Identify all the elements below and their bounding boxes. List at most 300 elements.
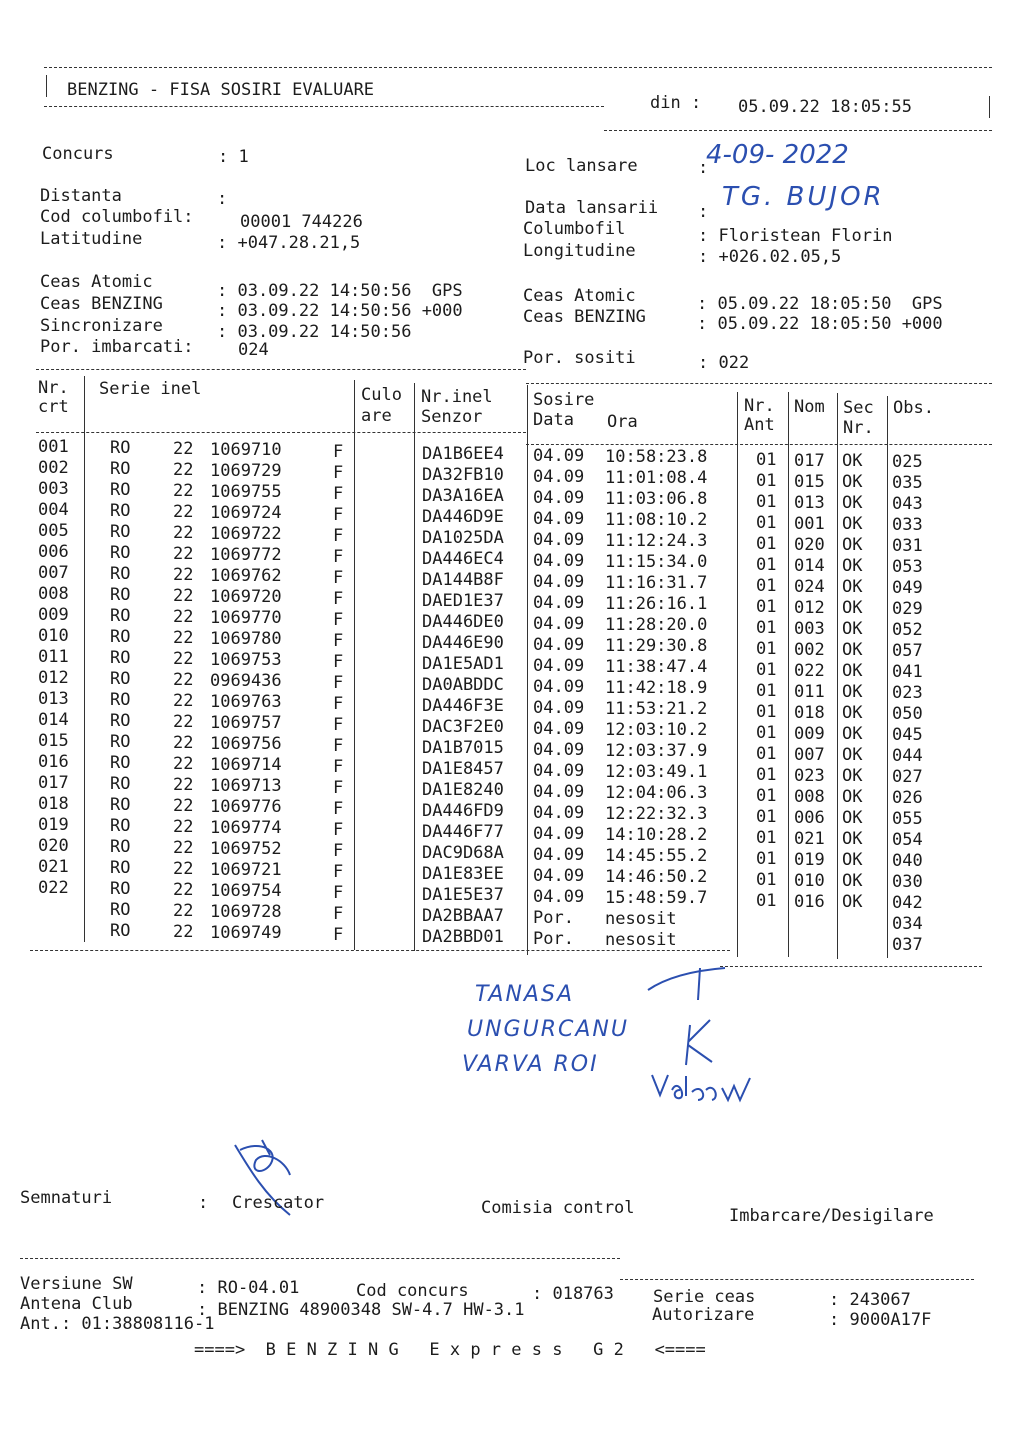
col-header-sec: Sec bbox=[843, 398, 874, 418]
cell-ant: 01 bbox=[756, 743, 777, 764]
cell-time: 11:16:31.7 bbox=[605, 573, 708, 594]
cell-sensor: DA0ABDDC bbox=[422, 674, 504, 695]
cell-obs: 040 bbox=[892, 851, 923, 872]
cell-date: 04.09 bbox=[533, 781, 585, 802]
ceas-atomic-end-label: Ceas Atomic bbox=[523, 286, 636, 306]
cell-obs: 030 bbox=[892, 872, 923, 893]
cell-country: RO bbox=[110, 837, 131, 858]
col-header-culo: Culo bbox=[361, 385, 402, 405]
cell-ant: 01 bbox=[756, 890, 777, 911]
cell-nr: 006 bbox=[38, 542, 69, 562]
cell-ant: 01 bbox=[756, 680, 777, 701]
cell-obs: 043 bbox=[892, 494, 923, 515]
latitudine-value: : +047.28.21,5 bbox=[217, 233, 361, 253]
cell-year: 22 bbox=[173, 817, 194, 838]
cell-obs: 029 bbox=[892, 599, 923, 620]
col-header-data: Data bbox=[533, 410, 574, 430]
ceas-atomic-end-value: : 05.09.22 18:05:50 GPS bbox=[697, 294, 943, 314]
cell-year: 22 bbox=[173, 670, 194, 691]
cell-sensor: DA1B6EE4 bbox=[422, 443, 504, 464]
cell-ant: 01 bbox=[756, 722, 777, 743]
cell-sensor: DA1025DA bbox=[422, 527, 504, 548]
cell-sex: F bbox=[333, 883, 344, 904]
cell-time: 11:38:47.4 bbox=[605, 657, 708, 678]
sositi-label: Por. sositi bbox=[523, 348, 636, 368]
cell-sensor: DA446DE0 bbox=[422, 611, 504, 632]
cell-ring: 1069720 bbox=[210, 587, 282, 608]
comisia-label: Comisia control bbox=[481, 1198, 635, 1218]
cell-ring: 1069762 bbox=[210, 566, 282, 587]
cell-date: 04.09 bbox=[533, 655, 585, 676]
cell-nr: 019 bbox=[38, 815, 69, 835]
cell-country: RO bbox=[110, 648, 131, 669]
cell-obs: 054 bbox=[892, 830, 923, 851]
cell-country: RO bbox=[110, 921, 131, 942]
cell-ring: 1069780 bbox=[210, 629, 282, 650]
cell-time: 11:08:10.2 bbox=[605, 510, 708, 531]
cell-date: 04.09 bbox=[533, 844, 585, 865]
cell-obs: 055 bbox=[892, 809, 923, 830]
cell-sec: OK bbox=[842, 850, 863, 871]
cell-sec: OK bbox=[842, 661, 863, 682]
latitudine-label: Latitudine bbox=[40, 229, 143, 249]
cell-sensor: DA2BBAA7 bbox=[422, 905, 504, 926]
serie-ceas-label: Serie ceas bbox=[653, 1287, 756, 1307]
cell-sensor: DA144B8F bbox=[422, 569, 504, 590]
cell-sensor: DAED1E37 bbox=[422, 590, 504, 611]
cell-sensor: DA446D9E bbox=[422, 506, 504, 527]
cell-time: 12:22:32.3 bbox=[605, 804, 708, 825]
cell-year: 22 bbox=[173, 859, 194, 880]
cell-date: 04.09 bbox=[533, 739, 585, 760]
col-header-nr-ant: Nr. bbox=[744, 396, 775, 416]
cell-ring: 1069729 bbox=[210, 461, 282, 482]
cell-obs: 057 bbox=[892, 641, 923, 662]
cell-country: RO bbox=[110, 480, 131, 501]
col-header-sosire: Sosire bbox=[533, 390, 595, 410]
cell-nom: 022 bbox=[794, 660, 825, 681]
cell-nr: 012 bbox=[38, 668, 69, 688]
cell-ring: 1069763 bbox=[210, 692, 282, 713]
cell-country: RO bbox=[110, 627, 131, 648]
cell-sex: F bbox=[333, 568, 344, 589]
cell-year: 22 bbox=[173, 733, 194, 754]
cell-time: 14:46:50.2 bbox=[605, 867, 708, 888]
cell-ant: 01 bbox=[756, 554, 777, 575]
longitudine-label: Longitudine bbox=[523, 241, 636, 261]
cell-sensor: DA446EC4 bbox=[422, 548, 504, 569]
handwritten-name-1: TANASA bbox=[475, 982, 574, 1007]
cell-ant: 01 bbox=[756, 596, 777, 617]
cell-time: 12:03:10.2 bbox=[605, 720, 708, 741]
cell-date: 04.09 bbox=[533, 550, 585, 571]
cell-year: 22 bbox=[173, 439, 194, 460]
cell-sex: F bbox=[333, 778, 344, 799]
cell-nr: 013 bbox=[38, 689, 69, 709]
cell-obs: 035 bbox=[892, 473, 923, 494]
cell-sex: F bbox=[333, 715, 344, 736]
cell-year: 22 bbox=[173, 523, 194, 544]
cell-nom: 003 bbox=[794, 618, 825, 639]
cell-ring: 1069770 bbox=[210, 608, 282, 629]
cell-sex: F bbox=[333, 841, 344, 862]
cell-time: 11:29:30.8 bbox=[605, 636, 708, 657]
handwritten-release-date: 4-09- 2022 bbox=[706, 140, 849, 170]
cell-sensor: DA1E83EE bbox=[422, 863, 504, 884]
col-header-serie: Serie inel bbox=[99, 379, 202, 399]
serie-ceas-value: : 243067 bbox=[829, 1290, 911, 1310]
cell-nr: 017 bbox=[38, 773, 69, 793]
cell-nr: 015 bbox=[38, 731, 69, 751]
cell-ring: 1069776 bbox=[210, 797, 282, 818]
cell-country: RO bbox=[110, 669, 131, 690]
cell-time: 10:58:23.8 bbox=[605, 447, 708, 468]
cell-nr: 016 bbox=[38, 752, 69, 772]
cell-ant: 01 bbox=[756, 848, 777, 869]
ceas-benzing-end-label: Ceas BENZING bbox=[523, 307, 646, 327]
cell-nom: 016 bbox=[794, 891, 825, 912]
cell-obs: 049 bbox=[892, 578, 923, 599]
loc-lansare-label: Loc lansare bbox=[525, 156, 638, 176]
cell-sensor: DA1E8457 bbox=[422, 758, 504, 779]
cell-obs: 044 bbox=[892, 746, 923, 767]
cell-country: RO bbox=[110, 711, 131, 732]
cell-sec: OK bbox=[842, 724, 863, 745]
cell-year: 22 bbox=[173, 922, 194, 943]
cell-nom: 021 bbox=[794, 828, 825, 849]
ceas-atomic-start-label: Ceas Atomic bbox=[40, 272, 153, 292]
cell-country: RO bbox=[110, 900, 131, 921]
cell-sex: F bbox=[333, 694, 344, 715]
cell-sec: OK bbox=[842, 619, 863, 640]
cell-sec: OK bbox=[842, 472, 863, 493]
cell-time: 11:26:16.1 bbox=[605, 594, 708, 615]
cell-year: 22 bbox=[173, 544, 194, 565]
cell-ant: 01 bbox=[756, 575, 777, 596]
cell-date: 04.09 bbox=[533, 634, 585, 655]
loc-lansare-colon: : bbox=[698, 158, 709, 178]
cell-nom: 010 bbox=[794, 870, 825, 891]
cell-time: 12:03:37.9 bbox=[605, 741, 708, 762]
cell-nr: 011 bbox=[38, 647, 69, 667]
cell-date: 04.09 bbox=[533, 571, 585, 592]
cell-nr: 002 bbox=[38, 458, 69, 478]
cell-time: 12:03:49.1 bbox=[605, 762, 708, 783]
cell-obs: 034 bbox=[892, 914, 923, 935]
cell-year: 22 bbox=[173, 775, 194, 796]
cell-nom: 007 bbox=[794, 744, 825, 765]
cell-obs: 027 bbox=[892, 767, 923, 788]
cell-sex: F bbox=[333, 799, 344, 820]
cell-sec: OK bbox=[842, 787, 863, 808]
cell-ant: 01 bbox=[756, 470, 777, 491]
cell-ring: 1069752 bbox=[210, 839, 282, 860]
cell-date: 04.09 bbox=[533, 802, 585, 823]
cell-ring: 1069724 bbox=[210, 503, 282, 524]
col-header-sec-nr: Nr. bbox=[843, 418, 874, 438]
cell-sex: F bbox=[333, 736, 344, 757]
ceas-atomic-start-value: : 03.09.22 14:50:56 GPS bbox=[217, 281, 463, 301]
cell-ant: 01 bbox=[756, 869, 777, 890]
cell-nr: 018 bbox=[38, 794, 69, 814]
cell-country: RO bbox=[110, 606, 131, 627]
col-header-ant: Ant bbox=[744, 415, 775, 435]
cell-year: 22 bbox=[173, 838, 194, 859]
cell-nom: 002 bbox=[794, 639, 825, 660]
report-date-value: 05.09.22 18:05:55 bbox=[738, 97, 912, 117]
cell-country: RO bbox=[110, 753, 131, 774]
cell-sec: OK bbox=[842, 556, 863, 577]
cell-sec: OK bbox=[842, 808, 863, 829]
cell-ant: 01 bbox=[756, 764, 777, 785]
ceas-benzing-start-label: Ceas BENZING bbox=[40, 294, 163, 314]
antena-label: Antena Club bbox=[20, 1294, 133, 1314]
cell-sex: F bbox=[333, 820, 344, 841]
sincronizare-label: Sincronizare bbox=[40, 316, 163, 336]
cell-time: 11:28:20.0 bbox=[605, 615, 708, 636]
cell-nr: 014 bbox=[38, 710, 69, 730]
cell-ant: 01 bbox=[756, 785, 777, 806]
cell-year: 22 bbox=[173, 607, 194, 628]
cell-sec: OK bbox=[842, 451, 863, 472]
col-header-are: are bbox=[361, 406, 392, 426]
cell-year: 22 bbox=[173, 502, 194, 523]
cell-nr: 003 bbox=[38, 479, 69, 499]
autorizare-value: : 9000A17F bbox=[829, 1310, 932, 1330]
cell-country: RO bbox=[110, 543, 131, 564]
cell-country: RO bbox=[110, 774, 131, 795]
cell-sec: OK bbox=[842, 577, 863, 598]
cell-year: 22 bbox=[173, 586, 194, 607]
cell-country: RO bbox=[110, 858, 131, 879]
cell-sex: F bbox=[333, 610, 344, 631]
cell-ant: 01 bbox=[756, 701, 777, 722]
antena-value: : BENZING 48900348 SW-4.7 HW-3.1 bbox=[197, 1300, 525, 1320]
cell-ant: 01 bbox=[756, 449, 777, 470]
cell-ant: 01 bbox=[756, 806, 777, 827]
cell-date: 04.09 bbox=[533, 697, 585, 718]
cell-sensor: DA2BBD01 bbox=[422, 926, 504, 947]
cell-ant: 01 bbox=[756, 617, 777, 638]
sositi-value: : 022 bbox=[698, 353, 750, 373]
cell-obs: 031 bbox=[892, 536, 923, 557]
cell-nr: 009 bbox=[38, 605, 69, 625]
cell-nom: 020 bbox=[794, 534, 825, 555]
cell-sex: F bbox=[333, 463, 344, 484]
cell-sex: F bbox=[333, 757, 344, 778]
cell-ring: 1069722 bbox=[210, 524, 282, 545]
autorizare-label: Autorizare bbox=[652, 1305, 755, 1325]
cell-sec: OK bbox=[842, 535, 863, 556]
cell-sex: F bbox=[333, 904, 344, 925]
concurs-label: Concurs bbox=[42, 144, 114, 164]
cell-date: 04.09 bbox=[533, 613, 585, 634]
cell-country: RO bbox=[110, 816, 131, 837]
report-title: BENZING - FISA SOSIRI EVALUARE bbox=[67, 80, 375, 100]
cell-nr: 008 bbox=[38, 584, 69, 604]
cell-time: 11:53:21.2 bbox=[605, 699, 708, 720]
cell-country: RO bbox=[110, 795, 131, 816]
cell-nr: 007 bbox=[38, 563, 69, 583]
cell-nom: 023 bbox=[794, 765, 825, 786]
cell-date: 04.09 bbox=[533, 886, 585, 907]
cell-obs: 037 bbox=[892, 935, 923, 956]
cell-year: 22 bbox=[173, 880, 194, 901]
handwritten-location: TG. BUJOR bbox=[722, 182, 885, 212]
cell-date: 04.09 bbox=[533, 760, 585, 781]
cell-ant: 01 bbox=[756, 638, 777, 659]
cell-nom: 014 bbox=[794, 555, 825, 576]
cell-time: 11:12:24.3 bbox=[605, 531, 708, 552]
cell-obs: 050 bbox=[892, 704, 923, 725]
cell-date: 04.09 bbox=[533, 445, 585, 466]
cell-country: RO bbox=[110, 564, 131, 585]
cell-time: 14:45:55.2 bbox=[605, 846, 708, 867]
cell-obs: 025 bbox=[892, 452, 923, 473]
col-header-ora: Ora bbox=[607, 412, 638, 432]
cell-nom: 013 bbox=[794, 492, 825, 513]
cell-nom: 001 bbox=[794, 513, 825, 534]
cell-ring: 1069713 bbox=[210, 776, 282, 797]
cell-ring: 1069749 bbox=[210, 923, 282, 944]
cell-date: 04.09 bbox=[533, 529, 585, 550]
cell-sex: F bbox=[333, 526, 344, 547]
col-header-senzor: Senzor bbox=[421, 407, 483, 427]
cell-sex: F bbox=[333, 631, 344, 652]
cell-year: 22 bbox=[173, 481, 194, 502]
cell-year: 22 bbox=[173, 565, 194, 586]
cell-nr: 001 bbox=[38, 437, 69, 457]
col-header-nr: Nr. bbox=[38, 378, 69, 398]
cell-obs: 053 bbox=[892, 557, 923, 578]
cell-sex: F bbox=[333, 442, 344, 463]
cell-obs: 052 bbox=[892, 620, 923, 641]
cell-year: 22 bbox=[173, 628, 194, 649]
cell-nom: 006 bbox=[794, 807, 825, 828]
cell-sec: OK bbox=[842, 871, 863, 892]
cell-nom: 011 bbox=[794, 681, 825, 702]
cell-date: 04.09 bbox=[533, 718, 585, 739]
cell-sec: OK bbox=[842, 892, 863, 913]
cell-ring: 1069710 bbox=[210, 440, 282, 461]
cod-concurs-label: Cod concurs bbox=[356, 1281, 469, 1301]
crescator-label: Crescator bbox=[232, 1193, 325, 1213]
cell-sex: F bbox=[333, 862, 344, 883]
handwritten-name-3: VARVA ROI bbox=[462, 1052, 599, 1077]
ceas-benzing-start-value: : 03.09.22 14:50:56 +000 bbox=[217, 301, 463, 321]
cell-ant: 01 bbox=[756, 827, 777, 848]
cell-obs: 045 bbox=[892, 725, 923, 746]
cell-ant: 01 bbox=[756, 659, 777, 680]
cell-ant: 01 bbox=[756, 533, 777, 554]
cell-sec: OK bbox=[842, 829, 863, 850]
semnaturi-colon: : bbox=[198, 1193, 209, 1213]
columbofil-value: : Floristean Florin bbox=[698, 226, 893, 246]
cell-ring: 1069757 bbox=[210, 713, 282, 734]
imbarcati-label: Por. imbarcati: bbox=[40, 337, 194, 357]
cell-time: 15:48:59.7 bbox=[605, 888, 708, 909]
distanta-label: Distanta bbox=[40, 186, 122, 206]
cell-ring: 1069753 bbox=[210, 650, 282, 671]
col-header-nrinel: Nr.inel bbox=[421, 387, 493, 407]
cell-time: 11:42:18.9 bbox=[605, 678, 708, 699]
cell-country: RO bbox=[110, 459, 131, 480]
cell-ring: 1069755 bbox=[210, 482, 282, 503]
cell-time: nesosit bbox=[605, 909, 677, 930]
cell-sec: OK bbox=[842, 493, 863, 514]
cell-sec: OK bbox=[842, 640, 863, 661]
cell-year: 22 bbox=[173, 901, 194, 922]
cell-obs: 042 bbox=[892, 893, 923, 914]
cell-sensor: DA1E5AD1 bbox=[422, 653, 504, 674]
cell-ring: 1069772 bbox=[210, 545, 282, 566]
cod-columbofil-value: 00001 744226 bbox=[240, 212, 363, 232]
cell-ring: 1069754 bbox=[210, 881, 282, 902]
col-header-nom: Nom bbox=[794, 397, 825, 417]
versiune-label: Versiune SW bbox=[20, 1274, 133, 1294]
cell-sec: OK bbox=[842, 745, 863, 766]
concurs-value: : 1 bbox=[218, 147, 249, 167]
imbarcare-label: Imbarcare/Desigilare bbox=[729, 1206, 934, 1226]
imbarcati-value: 024 bbox=[238, 340, 269, 360]
cell-date: 04.09 bbox=[533, 823, 585, 844]
cell-time: nesosit bbox=[605, 930, 677, 951]
cell-sex: F bbox=[333, 589, 344, 610]
cell-date: Por. bbox=[533, 907, 574, 928]
cell-time: 14:10:28.2 bbox=[605, 825, 708, 846]
cell-time: 11:15:34.0 bbox=[605, 552, 708, 573]
cell-time: 11:01:08.4 bbox=[605, 468, 708, 489]
cell-sex: F bbox=[333, 484, 344, 505]
cell-nom: 017 bbox=[794, 450, 825, 471]
cell-nom: 008 bbox=[794, 786, 825, 807]
cell-country: RO bbox=[110, 879, 131, 900]
data-lansarii-colon: : bbox=[698, 202, 709, 222]
cell-date: 04.09 bbox=[533, 466, 585, 487]
cell-nr: 010 bbox=[38, 626, 69, 646]
data-lansarii-label: Data lansarii bbox=[525, 198, 659, 218]
cell-sensor: DA3A16EA bbox=[422, 485, 504, 506]
cell-nr: 004 bbox=[38, 500, 69, 520]
distanta-value: : bbox=[217, 189, 228, 209]
cell-nr: 005 bbox=[38, 521, 69, 541]
cell-date: 04.09 bbox=[533, 865, 585, 886]
cell-date: 04.09 bbox=[533, 508, 585, 529]
cell-ring: 1069774 bbox=[210, 818, 282, 839]
cell-year: 22 bbox=[173, 691, 194, 712]
cell-sec: OK bbox=[842, 682, 863, 703]
cell-country: RO bbox=[110, 522, 131, 543]
cell-obs: 041 bbox=[892, 662, 923, 683]
semnaturi-label: Semnaturi bbox=[20, 1188, 113, 1208]
ceas-benzing-end-value: : 05.09.22 18:05:50 +000 bbox=[697, 314, 943, 334]
cell-year: 22 bbox=[173, 796, 194, 817]
cell-obs: 026 bbox=[892, 788, 923, 809]
cell-sensor: DA446F3E bbox=[422, 695, 504, 716]
cell-sensor: DA446FD9 bbox=[422, 800, 504, 821]
cell-sensor: DA1E5E37 bbox=[422, 884, 504, 905]
cell-ring: 1069714 bbox=[210, 755, 282, 776]
cell-country: RO bbox=[110, 438, 131, 459]
footer-rule-1 bbox=[20, 1258, 620, 1259]
cell-sensor: DAC9D68A bbox=[422, 842, 504, 863]
cell-country: RO bbox=[110, 585, 131, 606]
cell-ant: 01 bbox=[756, 491, 777, 512]
report-date-label: din : bbox=[650, 93, 702, 113]
cell-nom: 009 bbox=[794, 723, 825, 744]
cell-nom: 018 bbox=[794, 702, 825, 723]
cell-time: 11:03:06.8 bbox=[605, 489, 708, 510]
